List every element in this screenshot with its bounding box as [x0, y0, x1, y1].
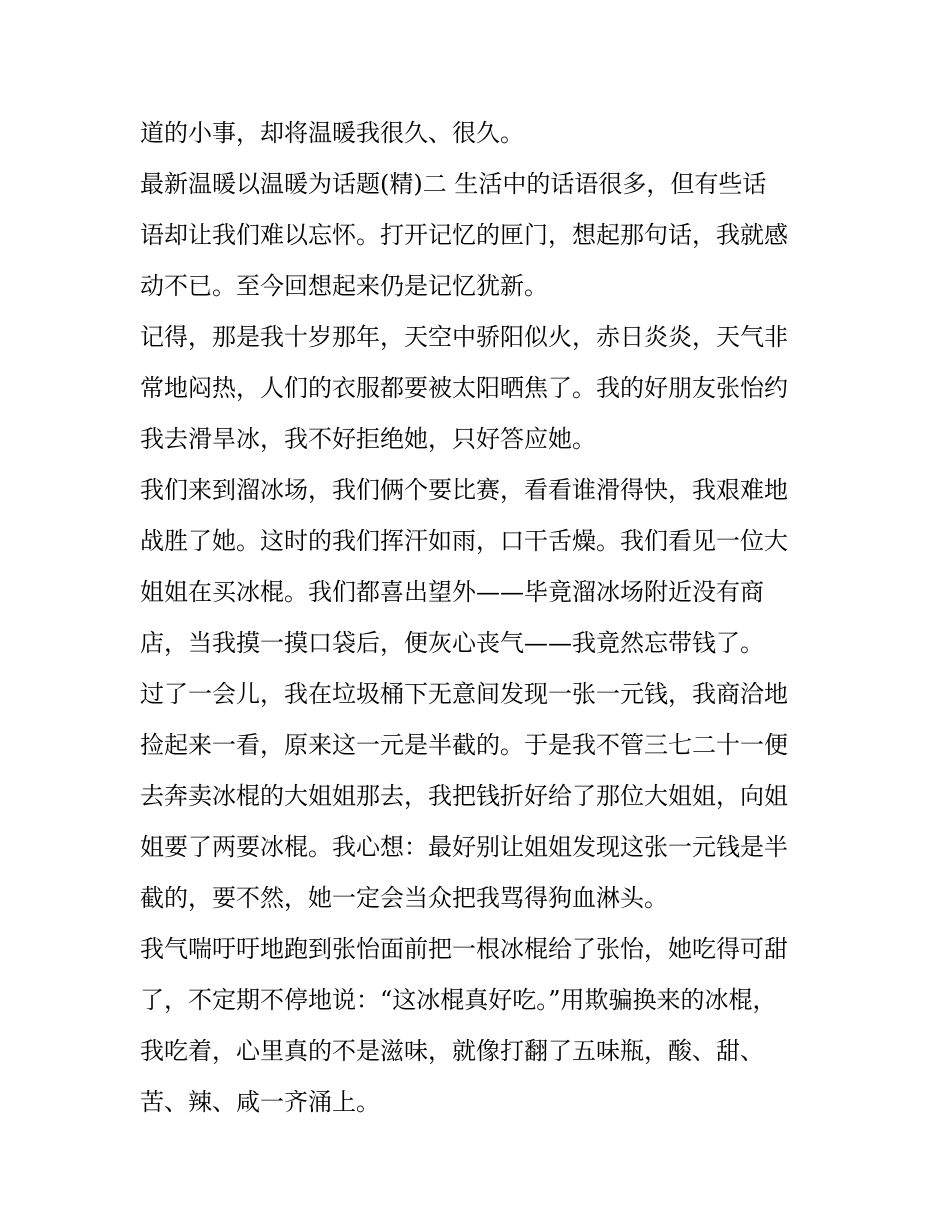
text-line: 战胜了她。这时的我们挥汗如雨，口干舌燥。我们看见一位大 — [140, 527, 788, 555]
text-line: 最新温暖以温暖为话题(精)二 生活中的话语很多，但有些话 — [140, 170, 767, 198]
text-line: 姐要了两要冰棍。我心想：最好别让姐姐发现这张一元钱是半 — [140, 833, 788, 861]
text-line: 我们来到溜冰场，我们俩个要比赛，看看谁滑得快，我艰难地 — [140, 476, 788, 504]
text-line: 截的，要不然，她一定会当众把我骂得狗血淋头。 — [140, 884, 668, 912]
text-line: 去奔卖冰棍的大姐姐那去，我把钱折好给了那位大姐姐，向姐 — [140, 782, 788, 810]
document-page — [140, 108, 820, 1128]
text-line: 道的小事，却将温暖我很久、很久。 — [140, 119, 524, 147]
text-line: 动不已。至今回想起来仍是记忆犹新。 — [140, 272, 548, 300]
text-line: 姐姐在买冰棍。我们都喜出望外——毕竟溜冰场附近没有商 — [140, 578, 764, 606]
text-line: 常地闷热，人们的衣服都要被太阳晒焦了。我的好朋友张怡约 — [140, 374, 788, 402]
text-line: 语却让我们难以忘怀。打开记忆的匣门，想起那句话，我就感 — [140, 221, 788, 249]
text-line: 过了一会儿，我在垃圾桶下无意间发现一张一元钱，我商洽地 — [140, 680, 788, 708]
text-line: 捡起来一看，原来这一元是半截的。于是我不管三七二十一便 — [140, 731, 788, 759]
text-line: 我吃着，心里真的不是滋味，就像打翻了五味瓶，酸、甜、 — [140, 1037, 764, 1065]
text-line: 记得，那是我十岁那年，天空中骄阳似火，赤日炎炎，天气非 — [140, 323, 788, 351]
text-line: 我去滑旱冰，我不好拒绝她，只好答应她。 — [140, 425, 596, 453]
text-line: 了，不定期不停地说：“这冰棍真好吃。”用欺骗换来的冰棍， — [140, 986, 777, 1014]
text-line: 店，当我摸一摸口袋后，便灰心丧气——我竟然忘带钱了。 — [140, 629, 764, 657]
text-line: 苦、辣、咸一齐涌上。 — [140, 1088, 380, 1116]
text-line: 我气喘吁吁地跑到张怡面前把一根冰棍给了张怡，她吃得可甜 — [140, 935, 788, 963]
